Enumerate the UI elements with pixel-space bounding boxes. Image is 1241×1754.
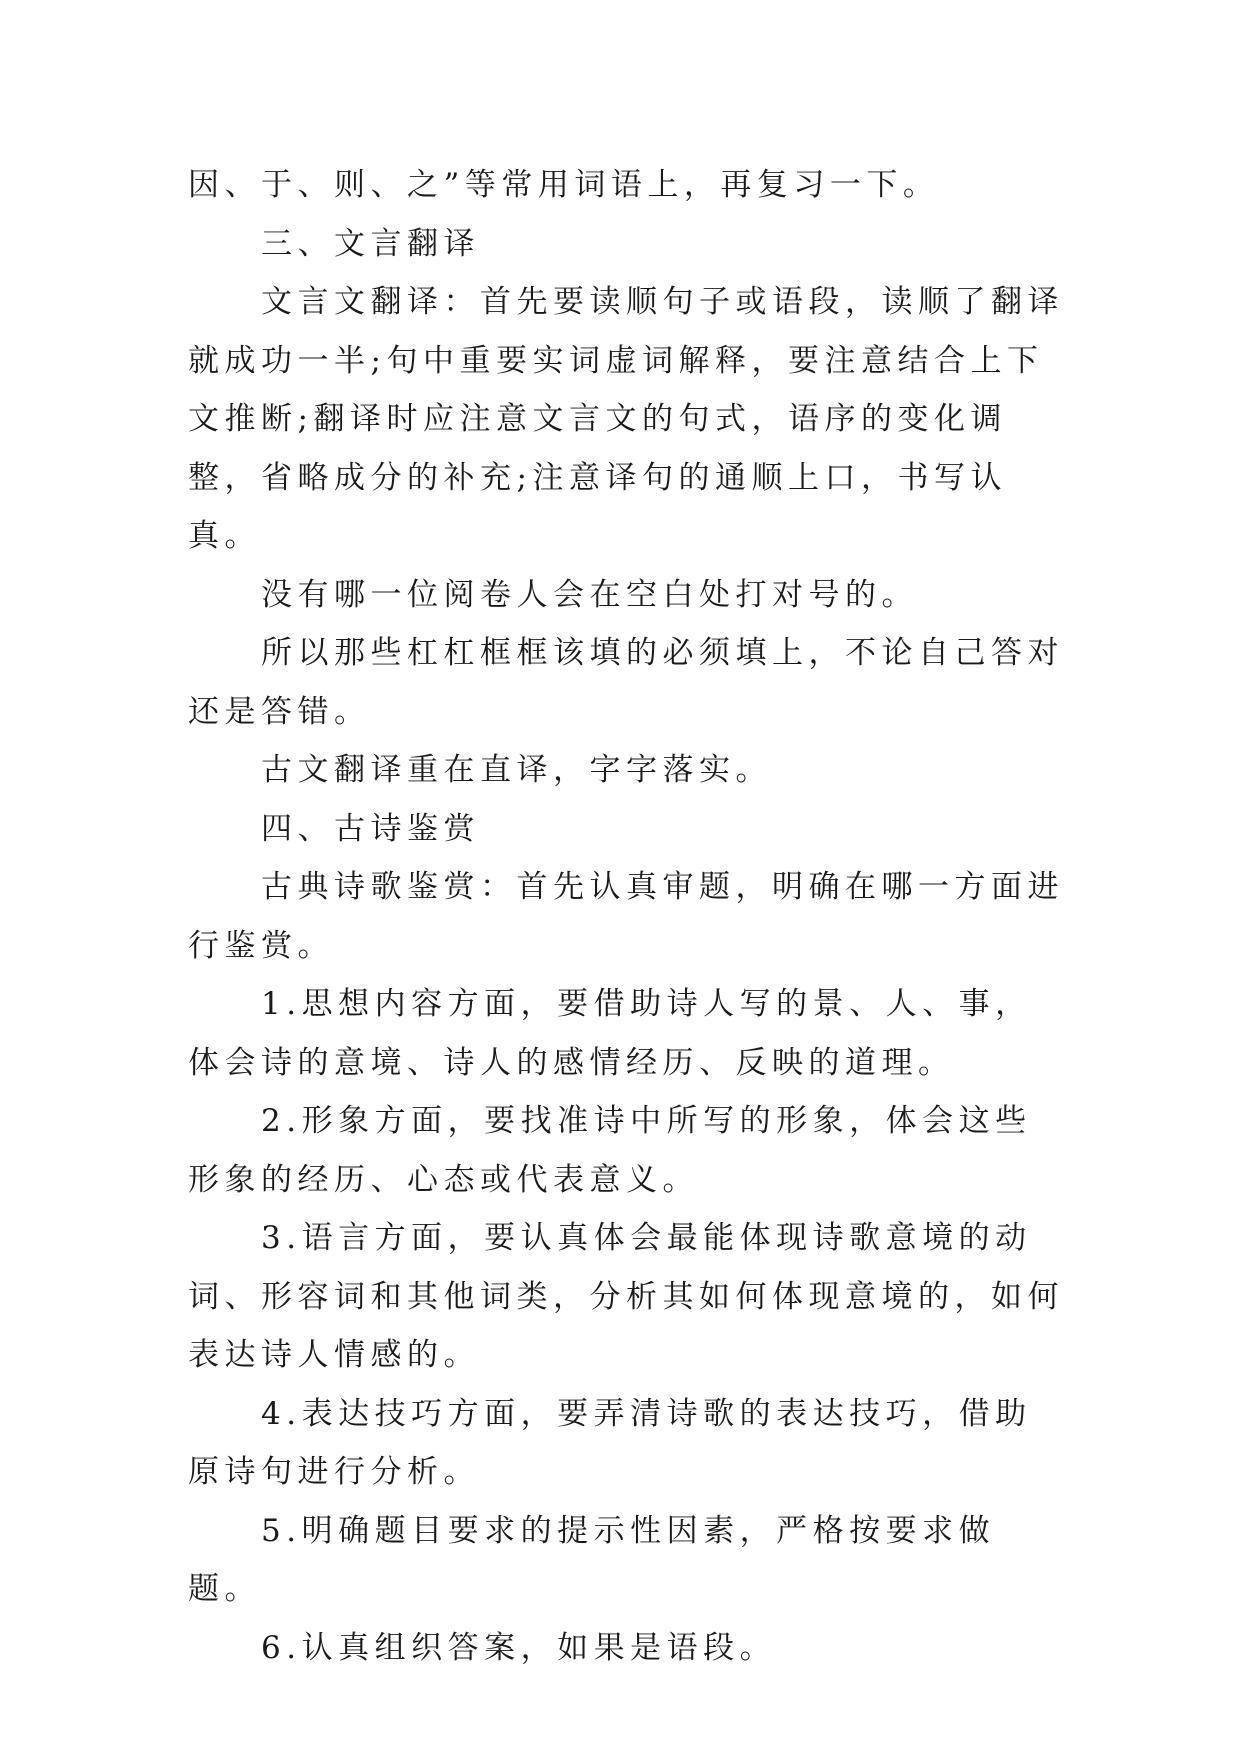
paragraph-literal-translation: 古文翻译重在直译，字字落实。 <box>261 752 772 788</box>
list-item-content: 1.思想内容方面，要借助诗人写的景、人、事，体会诗的意境、诗人的感情经历、反映的道理。 <box>188 986 1032 1081</box>
list-item-answer: 6.认真组织答案，如果是语段。 <box>261 1629 777 1666</box>
section-heading-poetry: 四、古诗鉴赏 <box>261 810 480 847</box>
list-item-language: 3.语言方面，要认真体会最能体现诗歌意境的动词、形容词和其他词类，分析其如何体现意境的，如何表达诗人情感的。 <box>188 1220 1064 1373</box>
paragraph-continuation: 因、于、则、之”等常用词语上，再复习一下。 <box>188 167 940 203</box>
paragraph-translation-method: 文言文翻译：首先要读顺句子或语段，读顺了翻译就成功一半;句中重要实词虚词解释，要注意结合上下文推断;翻译时应注意文言文的句式，语序的变化调整，省略成分的补充;注意译句的通顺上口，书写认真。 <box>188 284 1064 554</box>
section-heading-translation: 三、文言翻译 <box>261 225 480 262</box>
list-item-requirements: 5.明确题目要求的提示性因素，严格按要求做题。 <box>188 1512 996 1607</box>
list-item-technique: 4.表达技巧方面，要弄清诗歌的表达技巧，借助原诗句进行分析。 <box>188 1395 1032 1490</box>
document-body <box>188 156 1068 1677</box>
paragraph-fill-note: 所以那些杠杠框框该填的必须填上，不论自己答对还是答错。 <box>188 635 1064 730</box>
paragraph-poetry-intro: 古典诗歌鉴赏：首先认真审题，明确在哪一方面进行鉴赏。 <box>188 869 1064 964</box>
paragraph-blank-note: 没有哪一位阅卷人会在空白处打对号的。 <box>261 576 918 613</box>
list-item-image: 2.形象方面，要找准诗中所写的形象，体会这些形象的经历、心态或代表意义。 <box>188 1103 1032 1198</box>
